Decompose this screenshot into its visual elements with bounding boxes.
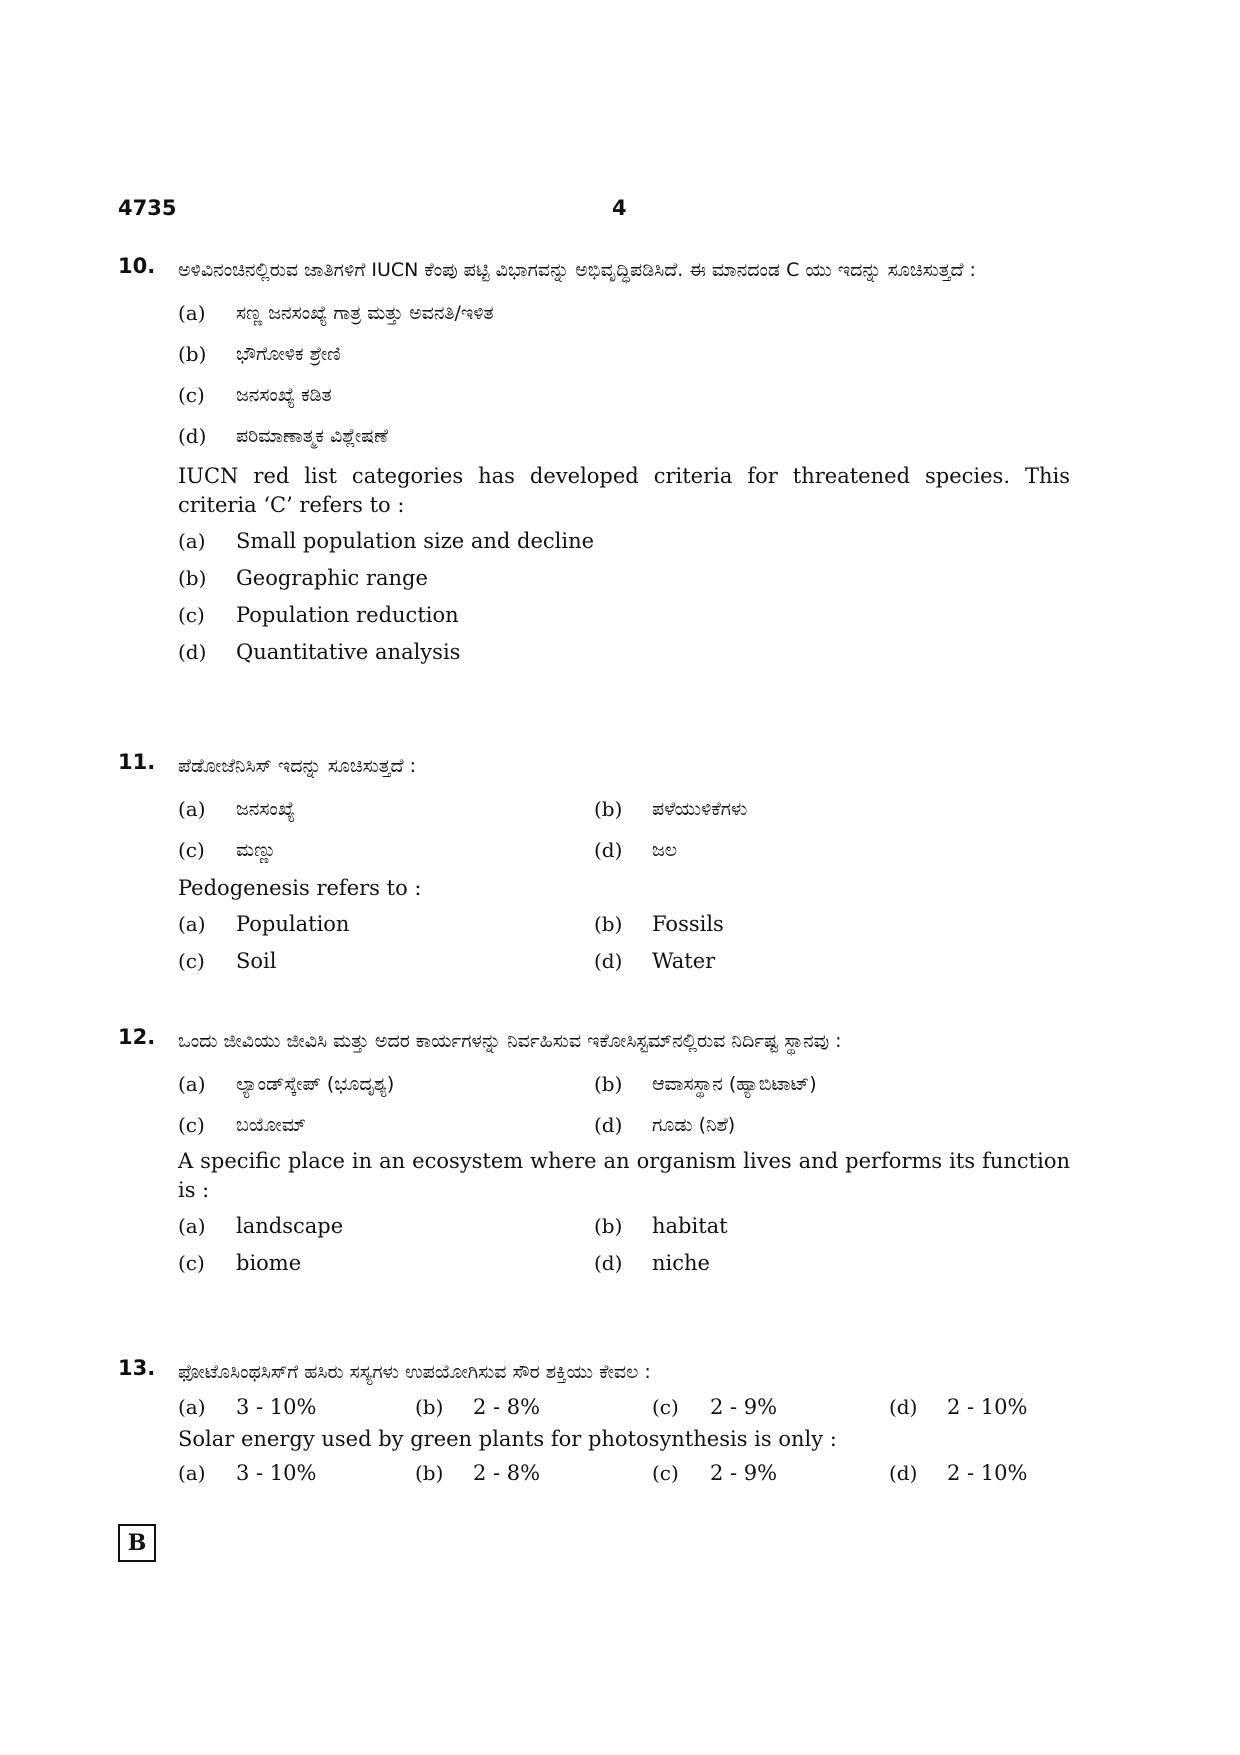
question-number: 13. xyxy=(118,1356,156,1380)
option-text: Water xyxy=(652,948,716,973)
option-text: landscape xyxy=(236,1213,344,1238)
english-stem: Pedogenesis refers to : xyxy=(178,876,422,900)
english-options xyxy=(178,1207,1070,1281)
kannada-stem: ಫೋಟೊಸಿಂಥಸಿಸ್‌ಗೆ ಹಸಿರು ಸಸ್ಯಗಳು ಉಪಯೋಗಿಸುವ ಸೌರ ಶಕ್ತಿಯು ಕೇವಲ : xyxy=(178,1361,651,1383)
option-letter: (b) xyxy=(594,1213,623,1238)
option-text: ಲ್ಯಾಂಡ್‌ಸ್ಕೇಪ್ (ಭೂದೃಶ್ಯ) xyxy=(236,1072,395,1095)
kannada-stem: ಅಳಿವಿನಂಚಿನಲ್ಲಿರುವ ಜಾತಿಗಳಿಗೆ IUCN ಕೆಂಪು ಪಟ್ಟಿ ವಿಭಾಗವನ್ನು ಅಭಿವೃದ್ಧಿಪಡಿಸಿದೆ. ಈ ಮಾನದಂಡ C ಯು ಇದನ್ನು ಸೂಚಿಸುತ್ತದೆ : xyxy=(178,259,976,281)
option-text: 2 - 8% xyxy=(473,1460,541,1485)
option-c xyxy=(178,942,594,979)
option-text: ಮಣ್ಣು xyxy=(236,838,277,861)
kannada-options xyxy=(178,1388,1070,1425)
option-letter: (b) xyxy=(594,1071,623,1096)
option-letter: (b) xyxy=(178,565,207,590)
option-text: ಬಯೋಮ್ xyxy=(236,1113,306,1136)
option-letter: (d) xyxy=(594,837,623,862)
option-letter: (a) xyxy=(178,911,206,936)
option-text: ಭೌಗೋಳಿಕ ಶ್ರೇಣಿ xyxy=(236,342,341,365)
question-12 xyxy=(118,1025,1070,1281)
option-letter: (a) xyxy=(178,528,206,553)
option-letter: (c) xyxy=(178,1250,205,1275)
option-c xyxy=(652,1388,889,1425)
option-text: Geographic range xyxy=(236,565,428,590)
question-10 xyxy=(118,254,1070,670)
option-letter: (c) xyxy=(652,1394,679,1419)
option-d xyxy=(594,829,1014,870)
option-b xyxy=(415,1388,652,1425)
question-number: 11. xyxy=(118,750,156,774)
option-a xyxy=(178,1388,415,1425)
english-options xyxy=(178,1454,1070,1491)
option-d xyxy=(889,1454,1109,1491)
option-letter: (d) xyxy=(594,1112,623,1137)
option-text: 2 - 9% xyxy=(710,1394,778,1419)
option-letter: (b) xyxy=(594,911,623,936)
option-text: 2 - 10% xyxy=(947,1394,1028,1419)
option-text: 2 - 10% xyxy=(947,1460,1028,1485)
option-a xyxy=(178,522,1070,559)
option-text: ಆವಾಸಸ್ಥಾನ (ಹ್ಯಾಬಿಟಾಟ್) xyxy=(652,1072,817,1095)
kannada-options xyxy=(178,788,1070,870)
option-c xyxy=(178,596,1070,633)
option-b xyxy=(594,788,1014,829)
option-c xyxy=(178,1244,594,1281)
option-text: Fossils xyxy=(652,911,724,936)
option-letter: (a) xyxy=(178,1394,206,1419)
option-a xyxy=(178,1454,415,1491)
option-letter: (d) xyxy=(178,639,207,664)
question-number: 12. xyxy=(118,1025,156,1049)
option-text: ಸಣ್ಣ ಜನಸಂಖ್ಯೆ ಗಾತ್ರ ಮತ್ತು ಅವನತಿ/ಇಳಿತ xyxy=(236,301,494,324)
option-text: habitat xyxy=(652,1213,728,1238)
option-text: biome xyxy=(236,1250,302,1275)
option-letter: (d) xyxy=(178,423,207,448)
option-d xyxy=(594,1104,1014,1145)
option-text: Population reduction xyxy=(236,602,459,627)
booklet-series-badge: B xyxy=(118,1524,156,1562)
option-b xyxy=(415,1454,652,1491)
option-c xyxy=(652,1454,889,1491)
option-text: ಪಳೆಯುಳಿಕೆಗಳು xyxy=(652,797,748,820)
option-letter: (a) xyxy=(178,300,206,325)
page-number: 4 xyxy=(612,196,627,220)
option-text: 3 - 10% xyxy=(236,1394,317,1419)
option-letter: (a) xyxy=(178,1460,206,1485)
option-a xyxy=(178,788,594,829)
kannada-stem: ಒಂದು ಜೀವಿಯು ಜೀವಿಸಿ ಮತ್ತು ಅದರ ಕಾರ್ಯಗಳನ್ನು ನಿರ್ವಹಿಸುವ ಇಕೋಸಿಸ್ಟಮ್‌ನಲ್ಲಿರುವ ನಿರ್ದಿಷ್ಟ ಸ್ಥಾನವು : xyxy=(178,1030,842,1052)
english-stem: A specific place in an ecosystem where an organism lives and performs its function is : xyxy=(178,1149,1070,1202)
option-text: niche xyxy=(652,1250,710,1275)
option-letter: (d) xyxy=(889,1394,918,1419)
option-letter: (b) xyxy=(178,341,207,366)
option-a xyxy=(178,1207,594,1244)
option-c xyxy=(178,374,1070,415)
option-letter: (c) xyxy=(178,837,205,862)
option-text: 2 - 9% xyxy=(710,1460,778,1485)
option-text: Quantitative analysis xyxy=(236,639,461,664)
option-c xyxy=(178,1104,594,1145)
option-text: ಪರಿಮಾಣಾತ್ಮಕ ವಿಶ್ಲೇಷಣೆ xyxy=(236,424,388,447)
english-stem: Solar energy used by green plants for photosynthesis is only : xyxy=(178,1427,837,1451)
option-text: ಜಲ xyxy=(652,838,678,861)
option-letter: (c) xyxy=(178,948,205,973)
option-letter: (b) xyxy=(415,1460,444,1485)
option-b xyxy=(594,1063,1014,1104)
kannada-stem: ಪೆಡೋಜೆನಿಸಿಸ್ ಇದನ್ನು ಸೂಚಿಸುತ್ತದೆ : xyxy=(178,755,416,777)
option-text: 2 - 8% xyxy=(473,1394,541,1419)
question-11 xyxy=(118,750,1070,979)
option-letter: (d) xyxy=(594,948,623,973)
option-letter: (a) xyxy=(178,1213,206,1238)
option-d xyxy=(594,1244,1014,1281)
kannada-options xyxy=(178,292,1070,456)
option-text: ಜನಸಂಖ್ಯೆ xyxy=(236,797,296,820)
option-b xyxy=(178,559,1070,596)
question-number: 10. xyxy=(118,254,156,278)
english-stem: IUCN red list categories has developed criteria for threatened species. This criteria ‘C’ refers to : xyxy=(178,464,1070,517)
option-text: ಗೂಡು (ನಿಶೆ) xyxy=(652,1113,736,1136)
english-options xyxy=(178,905,1070,979)
option-d xyxy=(178,633,1070,670)
option-b xyxy=(594,905,1014,942)
option-letter: (d) xyxy=(889,1460,918,1485)
option-d xyxy=(178,415,1070,456)
option-a xyxy=(178,292,1070,333)
option-text: Small population size and decline xyxy=(236,528,595,553)
option-text: 3 - 10% xyxy=(236,1460,317,1485)
kannada-options xyxy=(178,1063,1070,1145)
option-letter: (c) xyxy=(178,382,205,407)
option-letter: (c) xyxy=(652,1460,679,1485)
option-text: Population xyxy=(236,911,350,936)
option-letter: (c) xyxy=(178,602,205,627)
option-b xyxy=(594,1207,1014,1244)
option-letter: (a) xyxy=(178,1071,206,1096)
paper-code: 4735 xyxy=(118,196,177,220)
option-letter: (a) xyxy=(178,796,206,821)
option-letter: (d) xyxy=(594,1250,623,1275)
english-options xyxy=(178,522,1070,670)
option-d xyxy=(594,942,1014,979)
option-c xyxy=(178,829,594,870)
option-text: ಜನಸಂಖ್ಯೆ ಕಡಿತ xyxy=(236,383,332,406)
option-a xyxy=(178,1063,594,1104)
option-d xyxy=(889,1388,1109,1425)
option-a xyxy=(178,905,594,942)
option-text: Soil xyxy=(236,948,277,973)
option-letter: (b) xyxy=(415,1394,444,1419)
option-letter: (c) xyxy=(178,1112,205,1137)
option-b xyxy=(178,333,1070,374)
question-13 xyxy=(118,1356,1070,1491)
option-letter: (b) xyxy=(594,796,623,821)
